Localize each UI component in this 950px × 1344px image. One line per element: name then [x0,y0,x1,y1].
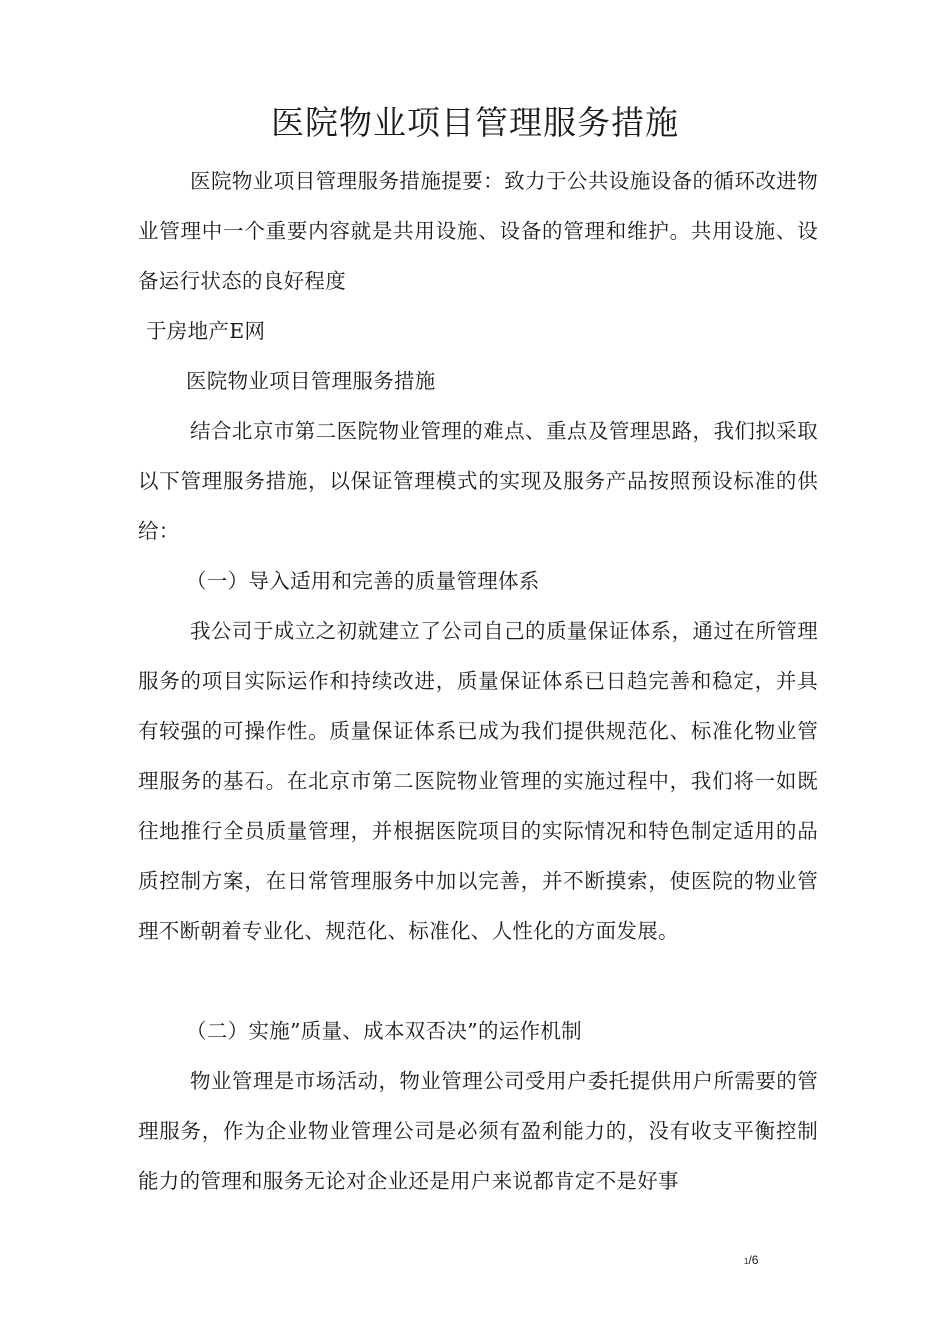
intro-paragraph: 结合北京市第二医院物业管理的难点、重点及管理思路，我们拟采取以下管理服务措施，以保证管理模式的实现及服务产品按照预设标准的供给： [138,419,818,543]
heading-two: （二）实施”质量、成本双否决”的运作机制 [186,1019,582,1043]
source-line: 于房地产E网 [146,319,266,343]
section-title: 医院物业项目管理服务措施 [186,369,436,393]
quality-paragraph: 我公司于成立之初就建立了公司自己的质量保证体系，通过在所管理服务的项目实际运作和持续改进，质量保证体系已日趋完善和稳定，并具有较强的可操作性。质量保证体系已成为我们提供规范化、标准化物业管理服务的基石。在北京市第二医院物业管理的实施过程中，我们将一如既往地推行全员质量管理，并根据医院项目的实际情况和特色制定适用的品质控制方案，在日常管理服务中加以完善，并不断摸索，使医院的物业管理不断朝着专业化、规范化、标准化、人性化的方面发展。 [138,619,818,943]
heading-one: （一）导入适用和完善的质量管理体系 [186,569,540,593]
summary-paragraph: 医院物业项目管理服务措施提要：致力于公共设施设备的循环改进物业管理中一个重要内容就是共用设施、设备的管理和维护。共用设施、设备运行状态的良好程度 [138,169,818,293]
page-current: 1 [744,1257,749,1266]
page-number [744,1252,758,1270]
page-total: /6 [748,1253,759,1267]
market-paragraph: 物业管理是市场活动，物业管理公司受用户委托提供用户所需要的管理服务，作为企业物业管理公司是必须有盈利能力的，没有收支平衡控制能力的管理和服务无论对企业还是用户来说都肯定不是好事 [138,1069,818,1193]
document-title: 医院物业项目管理服务措施 [271,103,679,142]
